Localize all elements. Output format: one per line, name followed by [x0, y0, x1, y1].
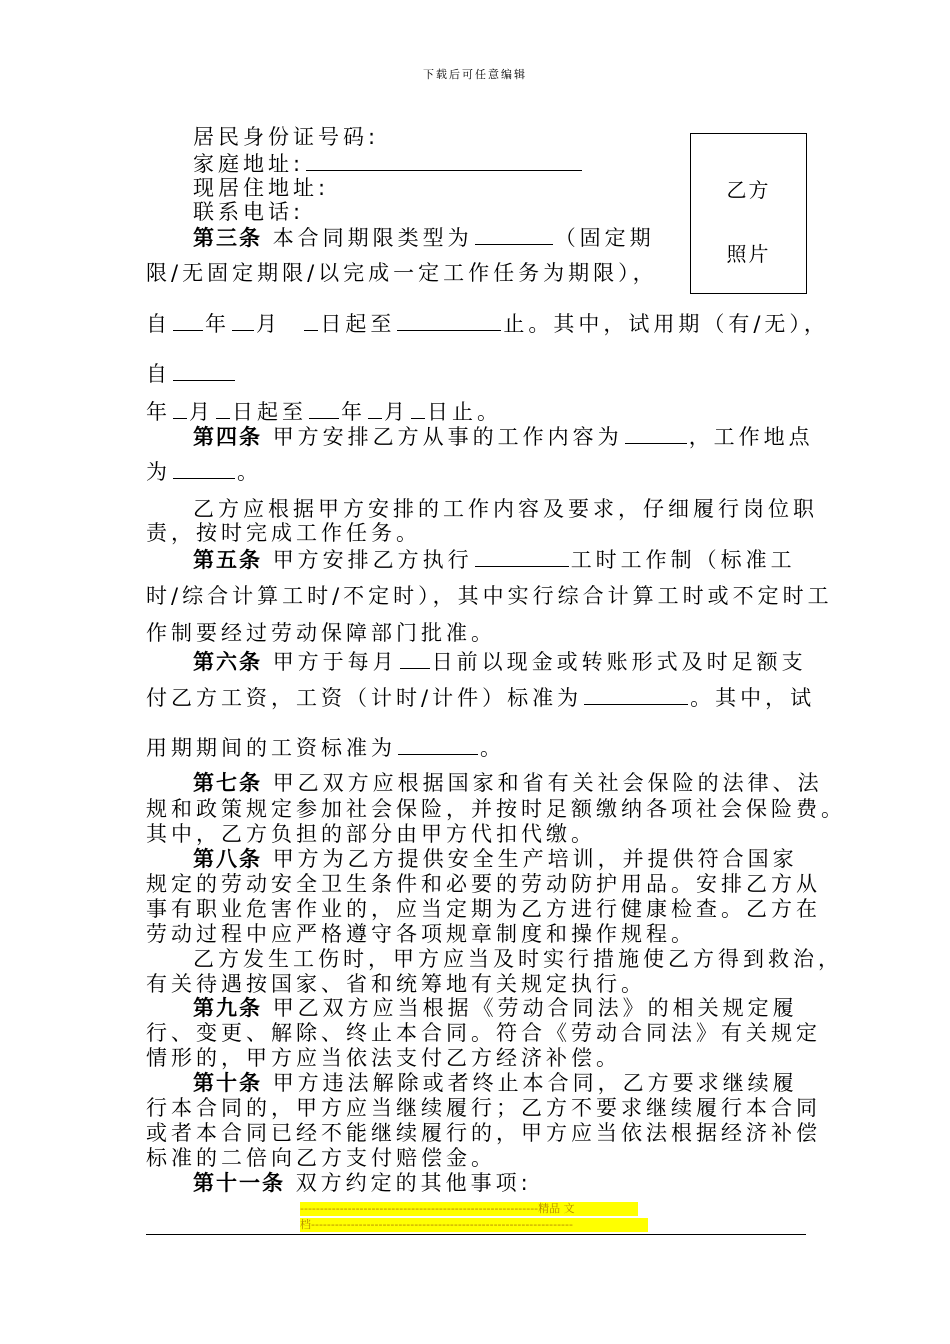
home-address-blank: [306, 150, 582, 171]
article-6-line-1: 第六条 甲方于每月 日前以现金或转账形式及时足额支: [193, 650, 807, 674]
article-10-line-1: 第十条 甲方违法解除或者终止本合同，乙方要求继续履: [193, 1071, 798, 1095]
article-9-line-2: 行、变更、解除、终止本合同。符合《劳动合同法》有关规定: [146, 1021, 821, 1045]
article-4-line-1: 第四条 甲方安排乙方从事的工作内容为 ，工作地点: [193, 425, 814, 449]
article-7-line-1: 第七条 甲乙双方应根据国家和省有关社会保险的法律、法: [193, 771, 823, 795]
article-3-line-1: 第三条 本合同期限类型为 （固定期: [193, 226, 655, 250]
article-9-title: 第九条: [193, 996, 262, 1020]
article-8-line-4: 劳动过程中应严格遵守各项规章制度和操作规程。: [146, 922, 696, 946]
article-8-para-2-line-2: 有关待遇按国家、省和统筹地有关规定执行。: [146, 972, 646, 996]
home-address-row: [193, 150, 584, 177]
article-5-line-1: 第五条 甲方安排乙方执行 工时工作制（标准工: [193, 548, 796, 572]
article-5-title: 第五条: [193, 548, 262, 572]
article-8-title: 第八条: [193, 847, 262, 871]
article-10-line-2: 行本合同的，甲方应当继续履行；乙方不要求继续履行本合同: [146, 1096, 821, 1120]
article-4-title: 第四条: [193, 425, 262, 449]
photo-box-label-2: 照片: [726, 242, 771, 266]
article-9-line-1: 第九条 甲乙双方应当根据《劳动合同法》的相关规定履: [193, 996, 798, 1020]
article-10-title: 第十条: [193, 1071, 262, 1095]
article-11-line-1: 第十一条 双方约定的其他事项:: [193, 1171, 532, 1195]
article-10-line-4: 标准的二倍向乙方支付赔偿金。: [146, 1146, 496, 1170]
watermark-line-1: ------------------------------------------------------------精品 文: [300, 1202, 638, 1216]
article-7-title: 第七条: [193, 771, 262, 795]
article-7-line-2: 规和政策规定参加社会保险，并按时足额缴纳各项社会保险费。: [146, 797, 846, 821]
article-3-line-3: 自 年 月 日起至 止。其中，试用期（有/无），: [146, 312, 829, 336]
blank: [475, 224, 553, 245]
phone-label: 联系电话:: [193, 200, 305, 224]
article-9-line-3: 情形的，甲方应当依法支付乙方经济补偿。: [146, 1046, 621, 1070]
article-7-line-3: 其中，乙方负担的部分由甲方代扣代缴。: [146, 822, 596, 846]
current-address-label: 现居住地址:: [193, 176, 330, 200]
watermark-line-2: 档------------------------------------------------------------------: [300, 1218, 648, 1232]
article-5-line-2: 时/综合计算工时/不定时），其中实行综合计算工时或不定时工: [146, 584, 833, 608]
article-4-para-2-line-1: 乙方应根据甲方安排的工作内容及要求，仔细履行岗位职: [193, 497, 818, 521]
article-10-line-3: 或者本合同已经不能继续履行的，甲方应当依法根据经济补偿: [146, 1121, 821, 1145]
article-8-line-1: 第八条 甲方为乙方提供安全生产培训，并提供符合国家: [193, 847, 798, 871]
photo-box: [690, 133, 807, 294]
photo-box-label-1: 乙方: [726, 178, 771, 202]
article-3-line-2: 限/无固定期限/以完成一定工作任务为期限），: [146, 261, 658, 285]
article-4-line-2: 为 。: [146, 460, 262, 484]
footer-rule: [146, 1234, 806, 1235]
id-number-label: 居民身份证号码:: [193, 125, 380, 149]
article-8-para-2-line-1: 乙方发生工伤时，甲方应当及时实行措施使乙方得到救治，: [193, 947, 843, 971]
article-6-line-2: 付乙方工资，工资（计时/计件）标准为 。其中，试: [146, 686, 816, 710]
article-5-line-3: 作制要经过劳动保障部门批准。: [146, 621, 496, 645]
page-header: 下载后可任意编辑: [423, 68, 527, 81]
article-6-line-3: 用期期间的工资标准为 。: [146, 736, 505, 760]
article-11-title: 第十一条: [193, 1171, 285, 1195]
article-6-title: 第六条: [193, 650, 262, 674]
home-address-label: 家庭地址:: [193, 152, 305, 176]
article-3-title: 第三条: [193, 226, 262, 250]
article-8-line-3: 事有职业危害作业的，应当定期为乙方进行健康检查。乙方在: [146, 897, 821, 921]
article-3-line-5: 年 月 日起至 年 月 日止。: [146, 400, 502, 424]
article-8-line-2: 规定的劳动安全卫生条件和必要的劳动防护用品。安排乙方从: [146, 872, 821, 896]
article-3-line-4: 自: [146, 360, 237, 387]
article-4-para-2-line-2: 责，按时完成工作任务。: [146, 521, 421, 545]
